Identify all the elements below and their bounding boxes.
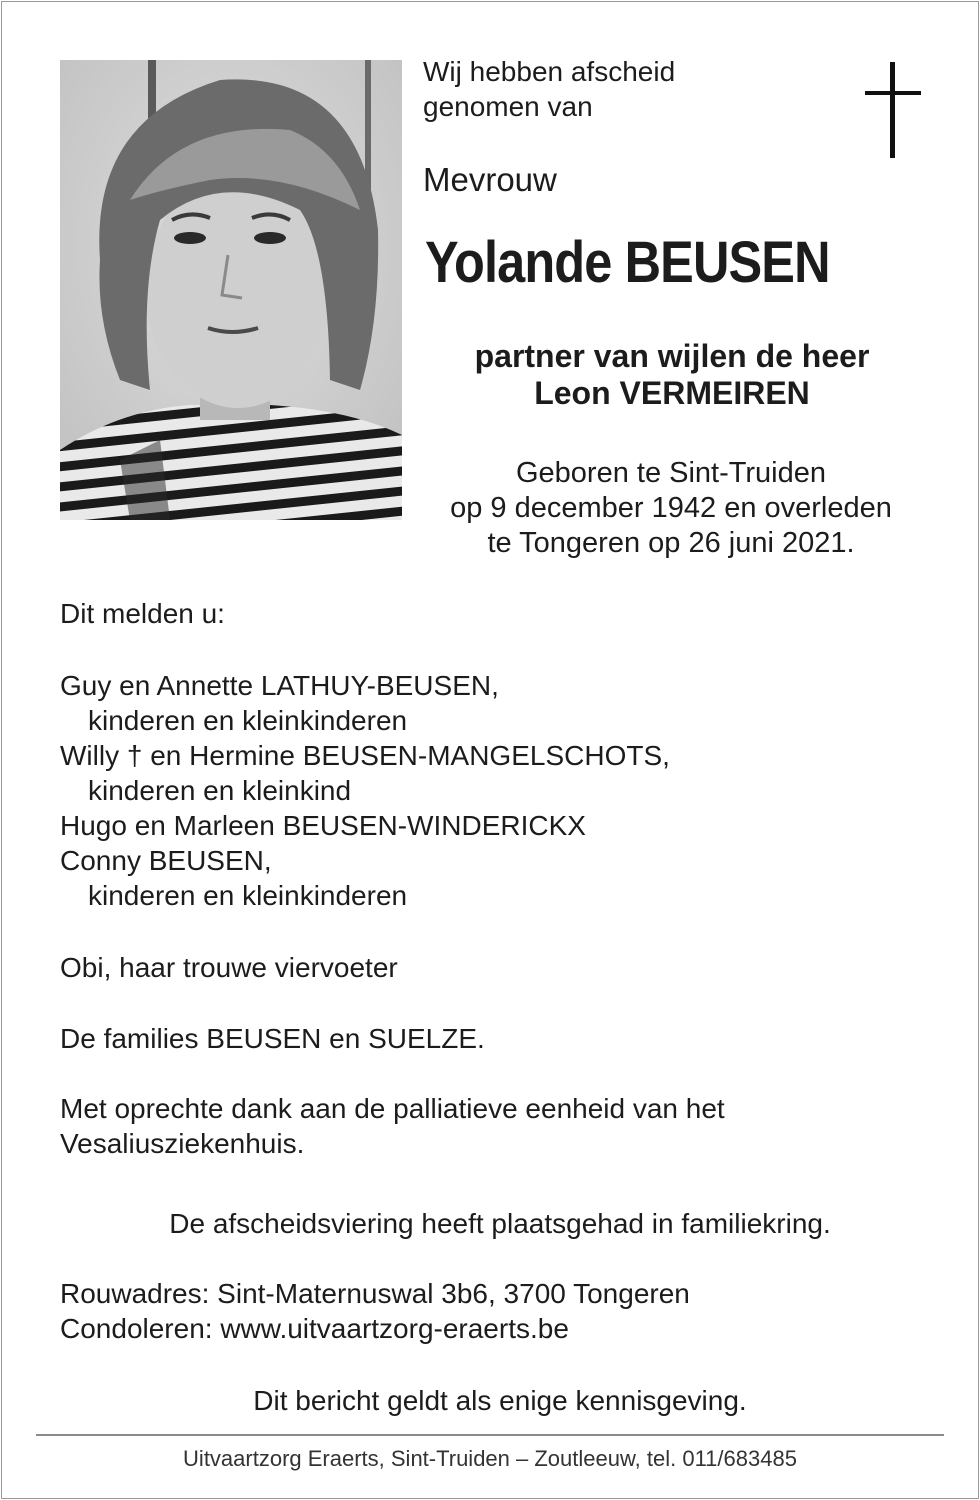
intro-line: Wij hebben afscheid <box>423 56 676 87</box>
pet-text: Obi, haar trouwe viervoeter <box>60 952 398 983</box>
latin-cross-icon <box>865 62 921 158</box>
families-text: De families BEUSEN en SUELZE. <box>60 1023 485 1054</box>
family-line: kinderen en kleinkinderen <box>88 705 408 736</box>
partner-text <box>432 338 912 412</box>
family-list <box>60 668 940 913</box>
footer-text: Uitvaartzorg Eraerts, Sint-Truiden – Zoutleeuw, tel. 011/683485 <box>183 1446 797 1471</box>
family-line: kinderen en kleinkinderen <box>88 880 408 911</box>
family-line: Conny BEUSEN, <box>60 845 272 876</box>
notice-text: Dit bericht geldt als enige kennisgeving. <box>253 1385 747 1416</box>
birth-death-line: op 9 december 1942 en overleden <box>450 492 892 524</box>
intro-text <box>423 54 675 124</box>
birth-death-line: Geboren te Sint-Truiden <box>515 457 827 489</box>
ceremony-text: De afscheidsviering heeft plaatsgehad in familiekring. <box>169 1208 831 1239</box>
birth-death-line: te Tongeren op 26 juni 2021. <box>487 527 855 559</box>
family-line: kinderen en kleinkind <box>88 775 352 806</box>
contact-block <box>60 1276 940 1346</box>
announce-text: Dit melden u: <box>60 598 225 629</box>
condolences-link[interactable]: Condoleren: www.uitvaartzorg-eraerts.be <box>60 1313 569 1344</box>
thanks-line: Met oprechte dank aan de palliatieve eenheid van het <box>60 1093 725 1124</box>
deceased-name: Yolande BEUSEN <box>425 230 830 295</box>
footer-divider <box>36 1434 944 1436</box>
portrait-photo <box>60 60 402 520</box>
address-line: Rouwadres: Sint-Maternuswal 3b6, 3700 Tongeren <box>60 1278 690 1309</box>
family-line: Guy en Annette LATHUY-BEUSEN, <box>60 670 499 701</box>
partner-line: Leon VERMEIREN <box>534 375 810 411</box>
family-line: Hugo en Marleen BEUSEN-WINDERICKX <box>60 810 586 841</box>
birth-death-text <box>420 456 922 561</box>
thanks-line: Vesaliusziekenhuis. <box>60 1128 305 1159</box>
intro-line: genomen van <box>423 91 593 122</box>
thanks-text <box>60 1091 940 1161</box>
salutation: Mevrouw <box>423 161 557 198</box>
family-line: Willy † en Hermine BEUSEN-MANGELSCHOTS, <box>60 740 670 771</box>
partner-line: partner van wijlen de heer <box>474 338 870 374</box>
